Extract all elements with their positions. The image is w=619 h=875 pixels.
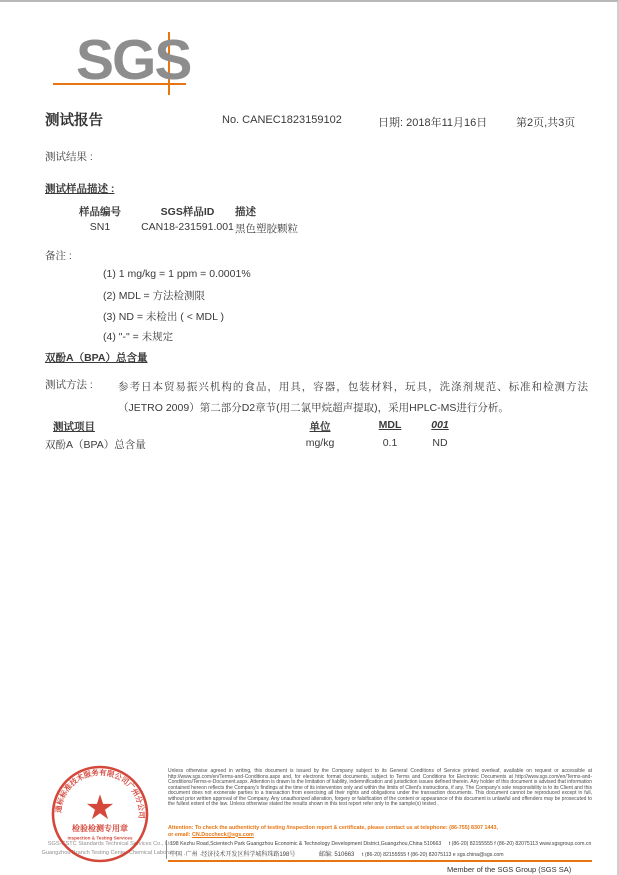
results-heading: 测试结果 :	[45, 151, 93, 163]
legal-disclaimer-text: Unless otherwise agreed in writing, this document is issued by the Company subject to its General Conditions of Service printed overleaf, available on request or accessible at http://www.sgs.com/en/Terms-and-Conditions.aspx and, for electronic format documents, subject to Terms and Conditions for Electronic Documents at http://www.sgs.com/en/Terms-and-Conditions/Terms-e-Document.aspx. Attention is drawn to the limitation of liability, indemnification and jurisdiction issues defined therein. Any holder of this document is advised that information contained hereon reflects the Company's findings at the time of its intervention only and within the limits of Client's instructions, if any. The Company's sole responsibility is to its Client and this document does not exonerate parties to a transaction from exercising all their rights and obligations under the transaction documents. This document cannot be reproduced except in full, without prior written approval of the Company. Any unauthorized alteration, forgery or falsification of the content or appearance of this document is unlawful and offenders may be prosecuted to the fullest extent of the law. Unless otherwise stated the results shown in this test report refer only to the sample(s) tested .	[168, 768, 592, 808]
table-row: SN1	[89, 221, 111, 233]
sample-table-header: 样品编号	[79, 206, 121, 218]
test-method-text: 参考日本贸易振兴机构的食品，用具，容器，包装材料，玩具，洗涤剂规范、标准和检测方法（JETRO 2009）第二部分D2章节(用二氯甲烷超声提取)，采用HPLC-MS进行分析。	[118, 381, 588, 414]
address-line-chinese	[170, 849, 594, 858]
page-indicator: 第2页,共3页	[516, 117, 576, 129]
result-table-header-item: 测试项目	[53, 421, 95, 433]
attention-email-prefix: or email:	[168, 831, 192, 838]
address-cn-contact: t (86-20) 82155555 f (86-20) 82075113 e sgs.china@sgs.com	[362, 852, 504, 858]
stamp-seal-title: 检验检测专用章	[72, 824, 128, 833]
note-item: (4) "-" = 未规定	[103, 330, 174, 343]
address-en-text: 198 Kezhu Road,Scientech Park Guangzhou Economic & Technology Development District,Guangzhou,China 510663	[170, 841, 442, 847]
note-item: (1) 1 mg/kg = 1 ppm = 0.0001%	[103, 268, 251, 280]
table-row: CAN18-231591.001	[141, 221, 234, 233]
lab-company-line1: SGS-CSTC Standards Technical Services Co., Ltd.	[47, 841, 175, 847]
sample-table-header: SGS样品ID	[160, 206, 215, 218]
doccheck-email: CN.Doccheck@sgs.com	[191, 831, 254, 838]
result-row-unit: mg/kg	[305, 437, 335, 449]
address-cn-text: 中国 ·广州 ·经济技术开发区科学城科珠路198号	[170, 852, 296, 858]
table-row: 黑色塑胶颗粒	[235, 223, 298, 235]
stamp-star-icon: ★	[84, 789, 116, 827]
sgs-logo: SGS	[76, 28, 191, 92]
footer-orange-rule	[168, 860, 592, 862]
report-number: No. CANEC1823159102	[222, 114, 342, 126]
stamp-seal-subtitle: Inspection & Testing Services	[67, 835, 133, 841]
result-row-mdl: 0.1	[382, 437, 398, 449]
inspection-seal-stamp	[50, 764, 150, 864]
attention-line2	[168, 832, 598, 839]
notes-heading: 备注 :	[45, 250, 72, 262]
report-date: 日期: 2018年11月16日	[378, 117, 488, 129]
result-row-value: ND	[432, 437, 448, 449]
address-line-english	[170, 841, 594, 847]
address-cn-postcode: 邮编: 510663	[319, 852, 355, 858]
test-method-label: 测试方法 :	[45, 379, 93, 391]
sample-table	[60, 204, 298, 236]
result-table-header-mdl: MDL	[378, 419, 402, 431]
sgs-group-member-line: Member of the SGS Group (SGS SA)	[447, 865, 572, 874]
sample-description-heading: 测试样品描述 :	[45, 183, 115, 195]
sample-table-header: 描述	[235, 206, 256, 218]
stamp-ring-text: 通标标准技术服务有限公司广州分公司	[53, 767, 147, 819]
authenticity-attention-note	[168, 825, 598, 838]
result-row-item: 双酚A（BPA）总含量	[45, 439, 146, 451]
attention-line1: Attention: To check the authenticity of testing /inspection report & certificate, please contact us at telephone: (86-755) 8307 1443,	[168, 825, 499, 831]
result-table-header-unit: 单位	[309, 421, 331, 433]
address-en-contact: t (86-20) 82155555 f (86-20) 82075113 www.sgsgroup.com.cn	[448, 841, 592, 847]
result-table-header-sample-id: 001	[431, 419, 449, 431]
note-item: (2) MDL = 方法检测限	[103, 290, 205, 303]
page-title: 测试报告	[45, 113, 103, 129]
notes-list	[103, 268, 251, 349]
lab-company-line2: Guangzhou Branch Testing Center Chemical Laboratory	[41, 850, 181, 856]
bpa-section-heading: 双酚A（BPA）总含量	[45, 352, 148, 364]
note-item: (3) ND = 未检出 ( < MDL )	[103, 310, 224, 323]
